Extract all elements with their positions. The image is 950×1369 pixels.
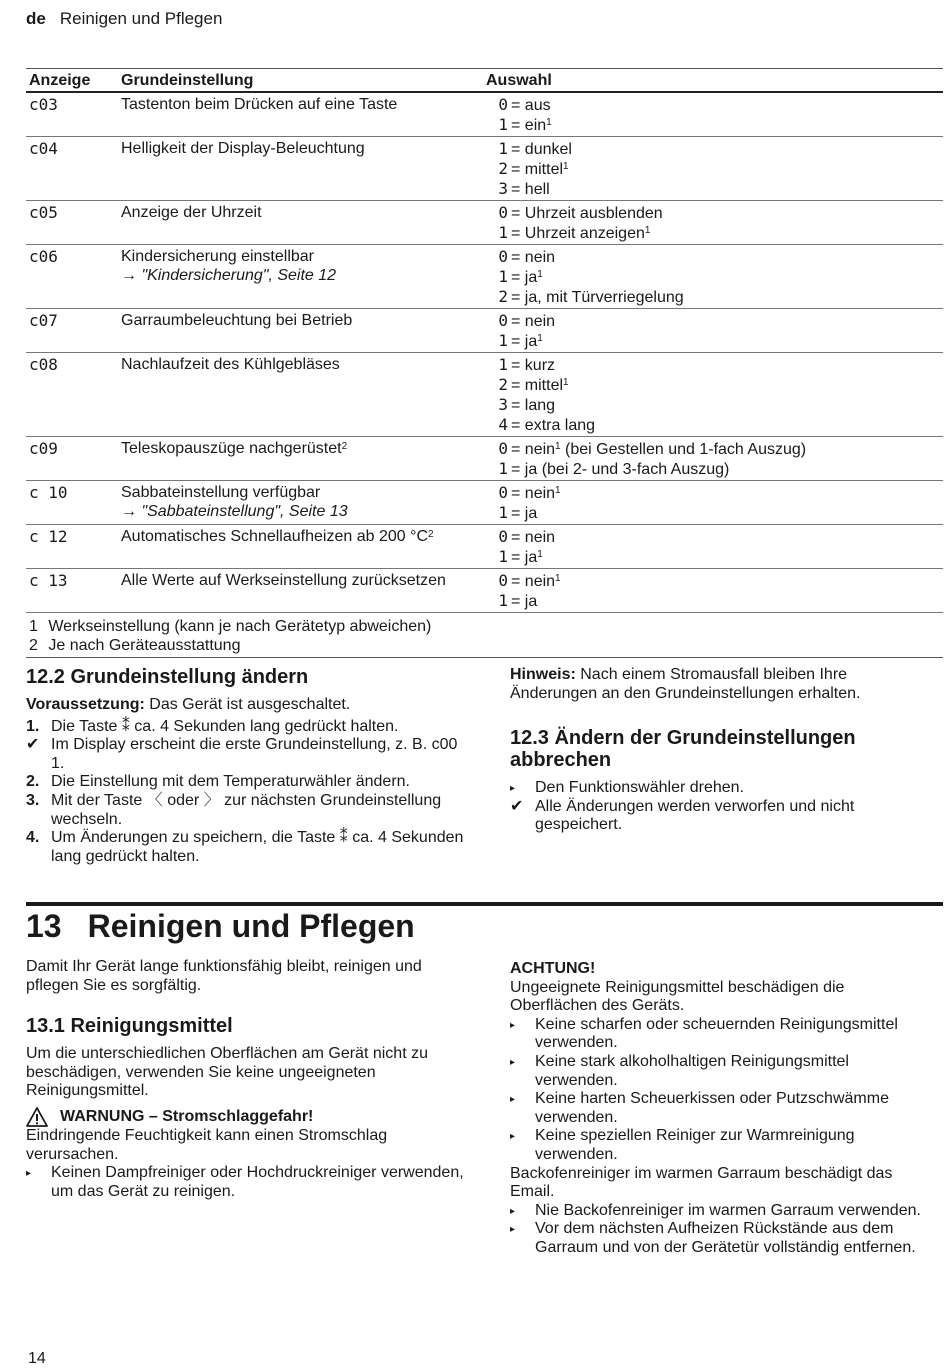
option-code: 1 <box>498 139 508 158</box>
list-item-text: Um Änderungen zu speichern, die Taste ⁑ ca. 4 Sekunden lang gedrückt halten. <box>51 829 464 865</box>
list-item <box>26 792 466 829</box>
option-text: = nein <box>511 249 556 266</box>
step-number: 2. <box>26 773 40 791</box>
list-item <box>510 1090 932 1127</box>
check-icon: ✔ <box>510 797 524 815</box>
list-item <box>510 798 932 835</box>
col-header-anzeige: Anzeige <box>26 69 118 93</box>
setting-text <box>121 311 480 330</box>
page-number: 14 <box>28 1350 46 1367</box>
setting-cell <box>118 201 483 245</box>
option-line <box>486 527 940 547</box>
hinweis-text: Nach einem Stromausfall bleiben Ihre Änderungen an den Grundeinstellungen erhalten. <box>510 666 861 702</box>
list-item <box>26 736 466 773</box>
option-line <box>486 311 940 331</box>
setting-text <box>121 527 480 546</box>
option-line <box>486 115 940 135</box>
list-item <box>26 773 466 792</box>
option-line <box>486 203 940 223</box>
list-item <box>510 779 932 798</box>
step-number: 4. <box>26 829 40 847</box>
setting-cell <box>118 353 483 437</box>
option-text: = nein <box>511 485 556 502</box>
bullet-triangle-icon: ▸ <box>510 1131 516 1143</box>
option-code: 1 <box>498 355 508 374</box>
display-code <box>26 137 118 201</box>
option-line <box>486 287 940 307</box>
display-code-text: c03 <box>29 95 58 114</box>
right-column-top <box>510 666 932 835</box>
col-header-auswahl: Auswahl <box>483 69 943 93</box>
right-column-lower <box>510 960 932 1258</box>
option-text: = ja (bei 2- und 3-fach Auszug) <box>511 461 730 478</box>
setting-text <box>121 139 480 158</box>
display-code <box>26 353 118 437</box>
bullet-triangle-icon: ▸ <box>510 1224 516 1236</box>
chapter-intro: Damit Ihr Gerät lange funktionsfähig bleibt, reinigen und pflegen Sie es sorgfältig. <box>26 958 422 994</box>
option-code: 0 <box>498 483 508 502</box>
setting-label: Teleskopauszüge nachgerüstet <box>121 440 342 457</box>
option-code: 0 <box>498 439 508 458</box>
footnote-ref: 1 <box>555 573 561 584</box>
option-code: 1 <box>498 115 508 134</box>
display-code <box>26 569 118 613</box>
option-text: = nein <box>511 313 556 330</box>
option-code: 0 <box>498 571 508 590</box>
footnotes-cell <box>26 613 943 658</box>
display-code-text: c07 <box>29 311 58 330</box>
list-item-text: Alle Änderungen werden verworfen und nicht gespeichert. <box>535 797 855 834</box>
setting-text <box>121 247 480 266</box>
chapter-number: 13 <box>26 908 62 944</box>
setting-label: Sabbateinstellung verfügbar <box>121 484 321 501</box>
option-code: 0 <box>498 95 508 114</box>
option-code: 2 <box>498 287 508 306</box>
table-row <box>26 353 943 437</box>
option-line <box>486 591 940 611</box>
chapter-title: Reinigen und Pflegen <box>87 908 415 944</box>
precondition-text: Das Gerät ist ausgeschaltet. <box>144 696 351 713</box>
list-item-text: Die Einstellung mit dem Temperaturwähler ändern. <box>51 773 410 791</box>
footnote-ref: 1 <box>537 269 543 280</box>
options-cell <box>483 569 943 613</box>
steps-list-12-3 <box>510 779 932 835</box>
option-code: 1 <box>498 267 508 286</box>
setting-text <box>121 571 480 590</box>
option-text: = nein <box>511 573 556 590</box>
option-line <box>486 439 940 459</box>
option-line <box>486 503 940 523</box>
setting-cell <box>118 245 483 309</box>
options-cell <box>483 137 943 201</box>
list-item-text: Keine scharfen oder scheuernden Reinigungsmittel verwenden. <box>535 1015 898 1052</box>
footnote <box>29 617 940 636</box>
options-cell <box>483 481 943 525</box>
steps-list <box>26 718 466 867</box>
option-code: 2 <box>498 159 508 178</box>
option-line <box>486 159 940 179</box>
option-line <box>486 331 940 351</box>
option-text: = ja <box>511 333 538 350</box>
list-item-text: Den Funktionswähler drehen. <box>535 779 745 797</box>
setting-cell <box>118 437 483 481</box>
option-text-after: (bei Gestellen und 1-fach Auszug) <box>560 441 807 458</box>
cross-reference <box>121 266 480 285</box>
table-row <box>26 201 943 245</box>
warning-text: Eindringende Feuchtigkeit kann einen Stromschlag verursachen. <box>26 1126 388 1163</box>
table-row <box>26 481 943 525</box>
display-code <box>26 437 118 481</box>
chapter-heading <box>26 907 415 945</box>
list-item <box>510 1220 932 1257</box>
setting-label: Garraumbeleuchtung bei Betrieb <box>121 312 353 329</box>
table-row <box>26 137 943 201</box>
display-code <box>26 245 118 309</box>
option-line <box>486 179 940 199</box>
options-cell <box>483 353 943 437</box>
table-row <box>26 309 943 353</box>
option-code: 1 <box>498 503 508 522</box>
section-title-12-3: 12.3 Ändern der Grundeinstellungen abbrechen <box>510 727 856 772</box>
table-row <box>26 92 943 137</box>
list-item <box>510 1053 932 1090</box>
cross-reference <box>121 502 480 521</box>
footnote-ref: 1 <box>537 333 543 344</box>
display-code-text: c 12 <box>29 527 68 546</box>
option-code: 1 <box>498 459 508 478</box>
step-number: 3. <box>26 791 40 809</box>
option-line <box>486 223 940 243</box>
option-text: = dunkel <box>511 141 572 158</box>
list-item-text: Mit der Taste 〈 oder 〉 zur nächsten Grundeinstellung wechseln. <box>51 791 442 828</box>
setting-label: Anzeige der Uhrzeit <box>121 204 262 221</box>
option-line <box>486 355 940 375</box>
achtung-text-1: Ungeeignete Reinigungsmittel beschädigen die Oberflächen des Geräts. <box>510 978 845 1015</box>
footnote-ref: 1 <box>563 161 569 172</box>
setting-cell <box>118 309 483 353</box>
cross-reference-text: "Sabbateinstellung", Seite 13 <box>141 503 348 520</box>
option-code: 0 <box>498 527 508 546</box>
list-item-text: Nie Backofenreiniger im warmen Garraum verwenden. <box>535 1201 921 1219</box>
option-text: = ja <box>511 505 538 522</box>
table-header-row <box>26 69 943 93</box>
option-line <box>486 95 940 115</box>
footnote-row <box>26 613 943 658</box>
precondition-label: Voraussetzung: <box>26 696 145 713</box>
list-item-text: Keine stark alkoholhaltigen Reinigungsmittel verwenden. <box>535 1052 849 1089</box>
list-item-text: Keine speziellen Reiniger zur Warmreinigung verwenden. <box>535 1127 855 1163</box>
option-code: 0 <box>498 311 508 330</box>
list-item <box>26 718 466 737</box>
option-code: 2 <box>498 375 508 394</box>
setting-label: Tastenton beim Drücken auf eine Taste <box>121 96 398 113</box>
display-code-text: c09 <box>29 439 58 458</box>
list-item-text: Keine harten Scheuerkissen oder Putzschwämme verwenden. <box>535 1090 889 1126</box>
option-code: 1 <box>498 547 508 566</box>
options-cell <box>483 437 943 481</box>
page-header <box>26 9 222 29</box>
footnote-mark: 2 <box>29 637 38 654</box>
option-code: 1 <box>498 223 508 242</box>
setting-label: Automatisches Schnellaufheizen ab 200 °C <box>121 528 429 545</box>
section-title: 12.2 Grundeinstellung ändern <box>26 666 309 688</box>
display-code-text: c08 <box>29 355 58 374</box>
options-cell <box>483 525 943 569</box>
display-code <box>26 525 118 569</box>
option-line <box>486 459 940 479</box>
bullet-triangle-icon: ▸ <box>510 783 516 795</box>
option-text: = extra lang <box>511 417 596 434</box>
option-text: = nein <box>511 441 556 458</box>
warning-heading <box>26 1107 466 1127</box>
option-text: = ja <box>511 549 538 566</box>
option-code: 0 <box>498 247 508 266</box>
step-number: 1. <box>26 717 40 735</box>
display-code <box>26 481 118 525</box>
language-tag: de <box>26 9 46 28</box>
display-code-text: c06 <box>29 247 58 266</box>
option-code: 1 <box>498 591 508 610</box>
option-code: 4 <box>498 415 508 434</box>
option-text: = hell <box>511 181 550 198</box>
setting-cell <box>118 137 483 201</box>
list-item <box>26 1164 466 1201</box>
setting-label: Alle Werte auf Werkseinstellung zurücksetzen <box>121 572 446 589</box>
table-row <box>26 245 943 309</box>
option-code: 0 <box>498 203 508 222</box>
list-item <box>26 829 466 866</box>
setting-label: Kindersicherung einstellbar <box>121 248 314 265</box>
arrow-icon: → <box>121 503 142 520</box>
settings-table <box>26 68 943 658</box>
setting-cell <box>118 525 483 569</box>
bullet-triangle-icon: ▸ <box>26 1168 32 1180</box>
option-text: = ja <box>511 269 538 286</box>
list-item-text: Im Display erscheint die erste Grundeinstellung, z. B. c00 1. <box>51 736 458 772</box>
option-text: = ja <box>511 593 538 610</box>
hinweis-note <box>510 666 932 703</box>
option-line <box>486 247 940 267</box>
hinweis-label: Hinweis: <box>510 666 576 683</box>
footnote-text: Je nach Geräteausstattung <box>43 637 241 654</box>
option-text: = aus <box>511 97 551 114</box>
option-line <box>486 547 940 567</box>
footnote-ref: 1 <box>555 485 561 496</box>
check-icon: ✔ <box>26 736 40 754</box>
list-item-text: Keinen Dampfreiniger oder Hochdruckreiniger verwenden, um das Gerät zu reinigen. <box>51 1164 464 1200</box>
display-code-text: c04 <box>29 139 58 158</box>
col-header-grundeinstellung: Grundeinstellung <box>118 69 483 93</box>
footnote-ref: 1 <box>537 549 543 560</box>
warning-list <box>26 1164 466 1201</box>
setting-cell <box>118 92 483 137</box>
display-code-text: c 13 <box>29 571 68 590</box>
option-line <box>486 415 940 435</box>
footnote-text: Werkseinstellung (kann je nach Gerätetyp abweichen) <box>43 618 432 635</box>
table-row <box>26 525 943 569</box>
cross-reference-text: "Kindersicherung", Seite 12 <box>141 267 337 284</box>
options-cell <box>483 309 943 353</box>
option-line <box>486 571 940 591</box>
option-line <box>486 267 940 287</box>
footnote-ref: 1 <box>546 117 552 128</box>
option-text: = Uhrzeit anzeigen <box>511 225 645 242</box>
footnote-ref: 1 <box>563 377 569 388</box>
setting-label: Helligkeit der Display-Beleuchtung <box>121 140 365 157</box>
warning-triangle-icon <box>26 1107 48 1127</box>
list-item <box>510 1016 932 1053</box>
option-text: = kurz <box>511 357 556 374</box>
option-text: = mittel <box>511 377 564 394</box>
display-code <box>26 92 118 137</box>
option-text: = mittel <box>511 161 564 178</box>
option-line <box>486 483 940 503</box>
option-text: = ja, mit Türverriegelung <box>511 289 684 306</box>
precondition <box>26 696 466 715</box>
footnote-ref: 1 <box>644 225 651 236</box>
table-row <box>26 437 943 481</box>
display-code <box>26 201 118 245</box>
option-code: 3 <box>498 395 508 414</box>
chapter-rule <box>26 902 943 906</box>
options-cell <box>483 92 943 137</box>
option-text: = nein <box>511 529 556 546</box>
option-code: 3 <box>498 179 508 198</box>
setting-text <box>121 95 480 114</box>
arrow-icon: → <box>121 267 142 284</box>
header-title: Reinigen und Pflegen <box>59 9 223 28</box>
option-text: = lang <box>511 397 556 414</box>
bullet-triangle-icon: ▸ <box>510 1094 516 1106</box>
display-code-text: c 10 <box>29 483 68 502</box>
option-text: = ein <box>511 117 547 134</box>
section-12-2 <box>26 666 466 866</box>
achtung-list-1 <box>510 1016 932 1165</box>
footnote-ref: 1 <box>555 441 561 452</box>
footnote-ref: 2 <box>428 529 434 540</box>
option-code: 1 <box>498 331 508 350</box>
bullet-triangle-icon: ▸ <box>510 1205 516 1217</box>
setting-text <box>121 355 480 374</box>
warning-title: WARNUNG – Stromschlaggefahr! <box>60 1107 314 1125</box>
list-item-text: Vor dem nächsten Aufheizen Rückstände aus dem Garraum und von der Gerätetür vollständig entfernen. <box>535 1220 916 1256</box>
footnote-mark: 1 <box>29 618 38 635</box>
option-line <box>486 375 940 395</box>
table-row <box>26 569 943 613</box>
setting-label: Nachlaufzeit des Kühlgebläses <box>121 356 340 373</box>
setting-text <box>121 203 480 222</box>
setting-text <box>121 439 480 458</box>
options-cell <box>483 245 943 309</box>
display-code-text: c05 <box>29 203 58 222</box>
footnote-ref: 2 <box>341 441 348 452</box>
achtung-list-2 <box>510 1202 932 1258</box>
setting-cell <box>118 481 483 525</box>
footnote <box>29 636 940 655</box>
setting-text <box>121 483 480 502</box>
bullet-triangle-icon: ▸ <box>510 1019 516 1031</box>
option-line <box>486 139 940 159</box>
list-item-text: Die Taste ⁑ ca. 4 Sekunden lang gedrückt halten. <box>51 717 399 735</box>
list-item <box>510 1127 932 1164</box>
achtung-text-2: Backofenreiniger im warmen Garraum beschädigt das Email. <box>510 1164 893 1201</box>
section-title-13-1: 13.1 Reinigungsmittel <box>26 1015 233 1038</box>
bullet-triangle-icon: ▸ <box>510 1056 516 1068</box>
option-text: = Uhrzeit ausblenden <box>511 205 663 222</box>
option-line <box>486 395 940 415</box>
achtung-title: ACHTUNG! <box>510 960 596 977</box>
display-code <box>26 309 118 353</box>
options-cell <box>483 201 943 245</box>
list-item <box>510 1202 932 1221</box>
left-column-lower <box>26 958 466 1201</box>
section-13-1-text: Um die unterschiedlichen Oberflächen am Gerät nicht zu beschädigen, verwenden Sie keine ungeeigneten Reinigungsmittel. <box>26 1045 428 1100</box>
setting-cell <box>118 569 483 613</box>
